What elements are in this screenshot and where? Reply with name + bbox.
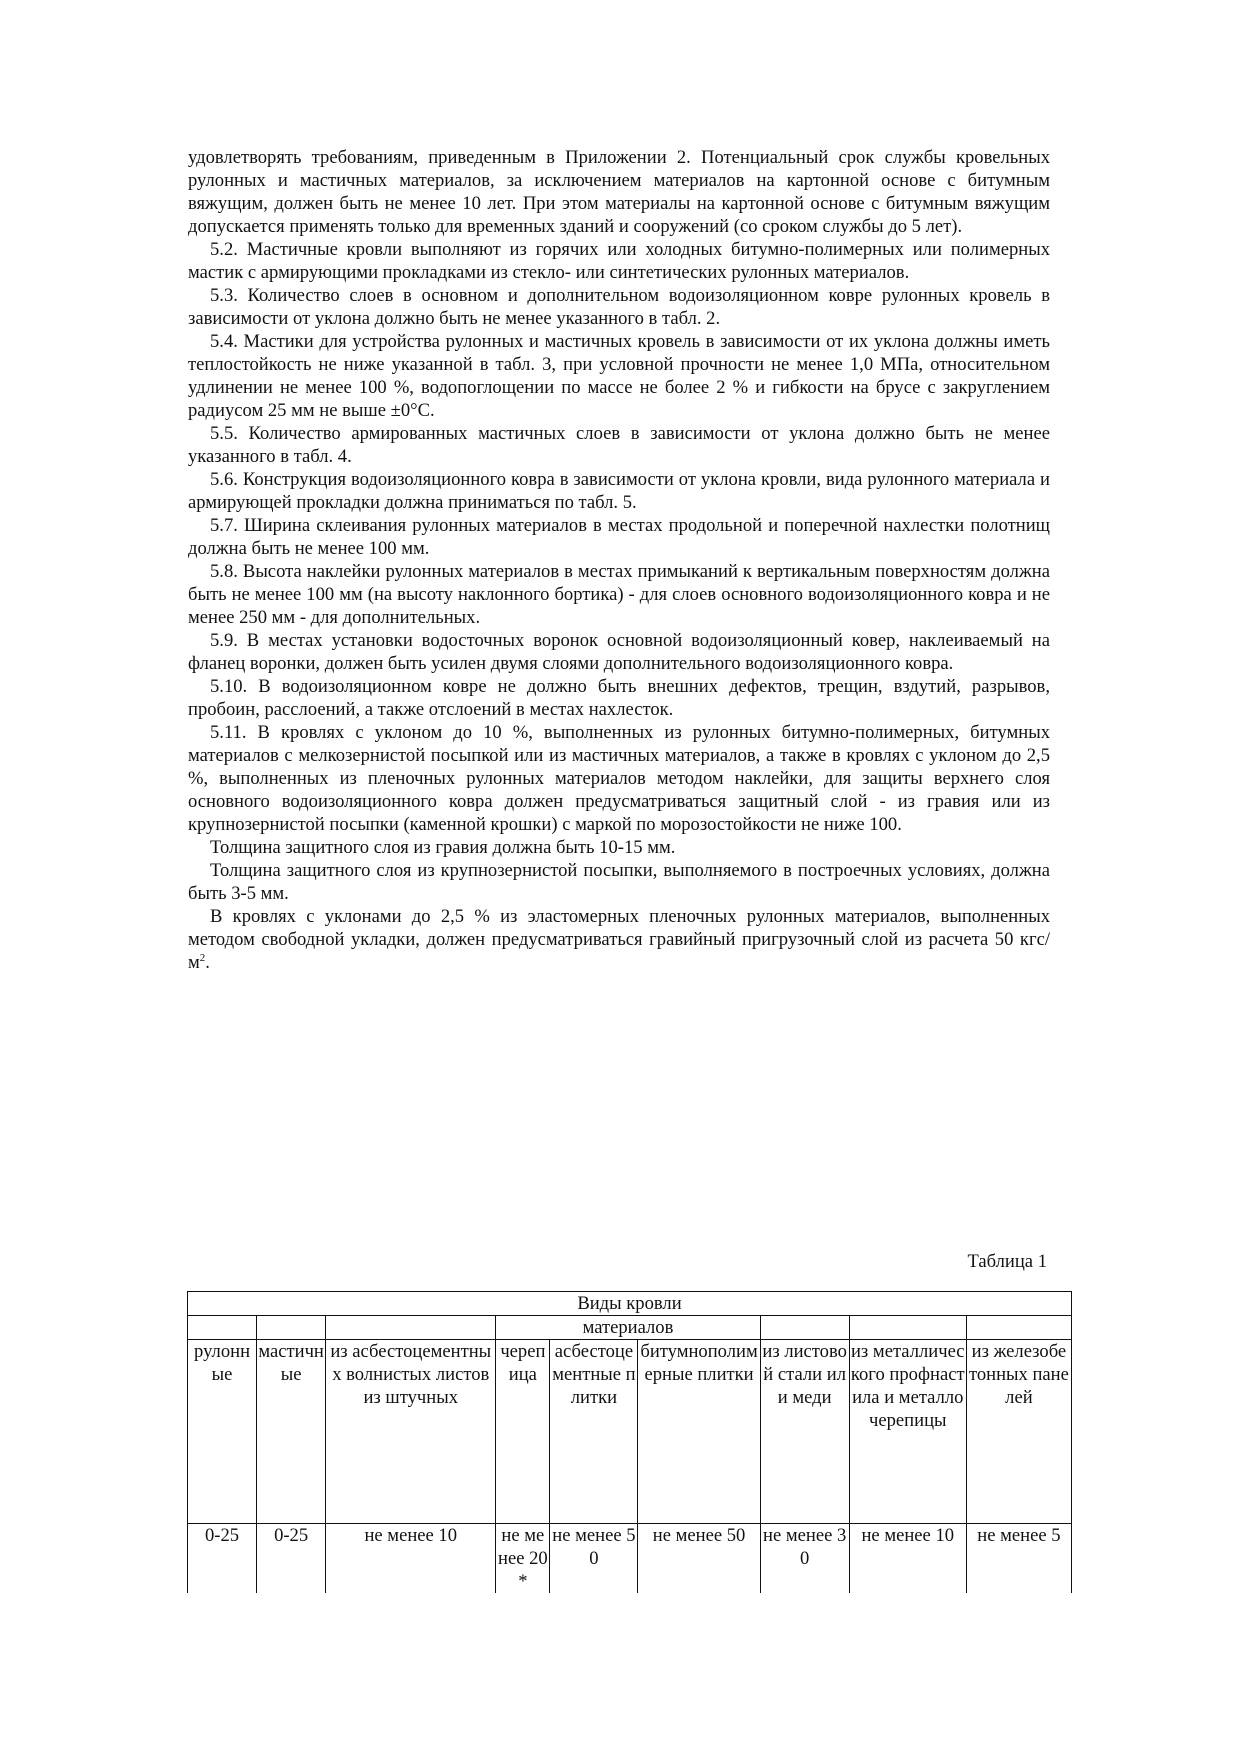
paragraph-5-2: 5.2. Мастичные кровли выполняют из горячих или холодных битумно-полимерных или полимерных мастик с армирующими прокладками из стекло- или синтетических рулонных материалов. <box>188 239 1050 283</box>
body-text <box>188 146 1050 974</box>
column-header: из листовой стали или меди <box>760 1340 849 1524</box>
table-group-header: Виды кровли <box>188 1292 1072 1316</box>
paragraph-coarse-thickness: Толщина защитного слоя из крупнозернистой посыпки, выполняемого в построечных условиях, должна быть 3-5 мм. <box>188 860 1050 904</box>
column-header: из железобетонных панелей <box>966 1340 1071 1524</box>
paragraph-5-7: 5.7. Ширина склеивания рулонных материалов в местах продольной и поперечной нахлестки полотнищ должна быть не менее 100 мм. <box>188 515 1050 559</box>
table-cell: не менее 30 <box>760 1524 849 1594</box>
table-caption: Таблица 1 <box>967 1251 1047 1272</box>
paragraph-gravel-thickness: Толщина защитного слоя из гравия должна быть 10-15 мм. <box>210 837 676 858</box>
table-cell: 0-25 <box>257 1524 326 1594</box>
column-header: асбестоцементные плитки <box>550 1340 638 1524</box>
table-cell: не менее 10 <box>326 1524 496 1594</box>
table-cell: не менее 20* <box>496 1524 550 1594</box>
column-header: из асбестоцементных волнистых листов из штучных <box>326 1340 496 1524</box>
table-row <box>188 1524 1072 1594</box>
table-subgroup-header: материалов <box>496 1316 760 1340</box>
paragraph-5-4: 5.4. Мастики для устройства рулонных и мастичных кровель в зависимости от их уклона должны иметь теплостойкость не ниже указанной в табл. 3, при условной прочности не менее 1,0 МПа, относительном удлинении не менее 100 %, водопоглощении по массе не более 2 % и гибкости на брусе с закруглением радиусом 25 мм не выше ±0°С. <box>188 331 1050 421</box>
column-header: из металлического профнастила и металлочерепицы <box>849 1340 966 1524</box>
paragraph-5-3: 5.3. Количество слоев в основном и дополнительном водоизоляционном ковре рулонных кровель в зависимости от уклона должно быть не менее указанного в табл. 2. <box>188 285 1050 329</box>
paragraph-5-6: 5.6. Конструкция водоизоляционного ковра в зависимости от уклона кровли, вида рулонного материала и армирующей прокладки должна приниматься по табл. 5. <box>188 469 1050 513</box>
table-cell: не менее 50 <box>638 1524 760 1594</box>
column-header: черепица <box>496 1340 550 1524</box>
paragraph-5-11: 5.11. В кровлях с уклоном до 10 %, выполненных из рулонных битумно-полимерных, битумных материалов с мелкозернистой посыпкой или из мастичных материалов, а также в кровлях с уклоном до 2,5 %, выполненных из пленочных рулонных материалов методом наклейки, для защиты верхнего слоя основного водоизоляционного ковра должен предусматриваться защитный слой - из гравия или из крупнозернистой посыпки (каменной крошки) с маркой по морозостойкости не ниже 100. <box>188 722 1050 835</box>
empty-header-cell <box>966 1316 1071 1340</box>
paragraph-5-8: 5.8. Высота наклейки рулонных материалов в местах примыканий к вертикальным поверхностям должна быть не менее 100 мм (на высоту наклонного бортика) - для слоев основного водоизоляционного ковра и не менее 250 мм - для дополнительных. <box>188 561 1050 628</box>
empty-header-cell <box>326 1316 496 1340</box>
paragraph-continuation: удовлетворять требованиям, приведенным в Приложении 2. Потенциальный срок службы кровельных рулонных и мастичных материалов, за исключением материалов на картонной основе с битумным вяжущим, должен быть не менее 10 лет. При этом материалы на картонной основе с битумным вяжущим допускается применять только для временных зданий и сооружений (со сроком службы до 5 лет). <box>188 147 1050 237</box>
table-cell: 0-25 <box>188 1524 257 1594</box>
column-header: рулонные <box>188 1340 257 1524</box>
empty-header-cell <box>849 1316 966 1340</box>
paragraph-ballast-tail: . <box>205 952 210 973</box>
table-cell: не менее 10 <box>849 1524 966 1594</box>
paragraph-ballast-text: В кровлях с уклонами до 2,5 % из эластомерных пленочных рулонных материалов, выполненных методом свободной укладки, должен предусматриваться гравийный пригрузочный слой из расчета 50 кгс/м <box>188 906 1050 973</box>
roof-types-table <box>187 1291 1072 1593</box>
empty-header-cell <box>188 1316 257 1340</box>
table-cell: не менее 50 <box>550 1524 638 1594</box>
paragraph-5-5: 5.5. Количество армированных мастичных слоев в зависимости от уклона должно быть не менее указанного в табл. 4. <box>188 423 1050 467</box>
column-header: мастичные <box>257 1340 326 1524</box>
empty-header-cell <box>760 1316 849 1340</box>
column-header: битумнополимерные плитки <box>638 1340 760 1524</box>
empty-header-cell <box>257 1316 326 1340</box>
paragraph-5-9: 5.9. В местах установки водосточных воронок основной водоизоляционный ковер, наклеиваемый на фланец воронки, должен быть усилен двумя слоями дополнительного водоизоляционного ковра. <box>188 630 1050 674</box>
paragraph-5-10: 5.10. В водоизоляционном ковре не должно быть внешних дефектов, трещин, вздутий, разрывов, пробоин, расслоений, а также отслоений в местах нахлесток. <box>188 676 1050 720</box>
paragraph-ballast-layer <box>188 905 1050 974</box>
table-cell: не менее 5 <box>966 1524 1071 1594</box>
table-column-headers <box>188 1340 1072 1524</box>
superscript: 2 <box>199 951 206 964</box>
